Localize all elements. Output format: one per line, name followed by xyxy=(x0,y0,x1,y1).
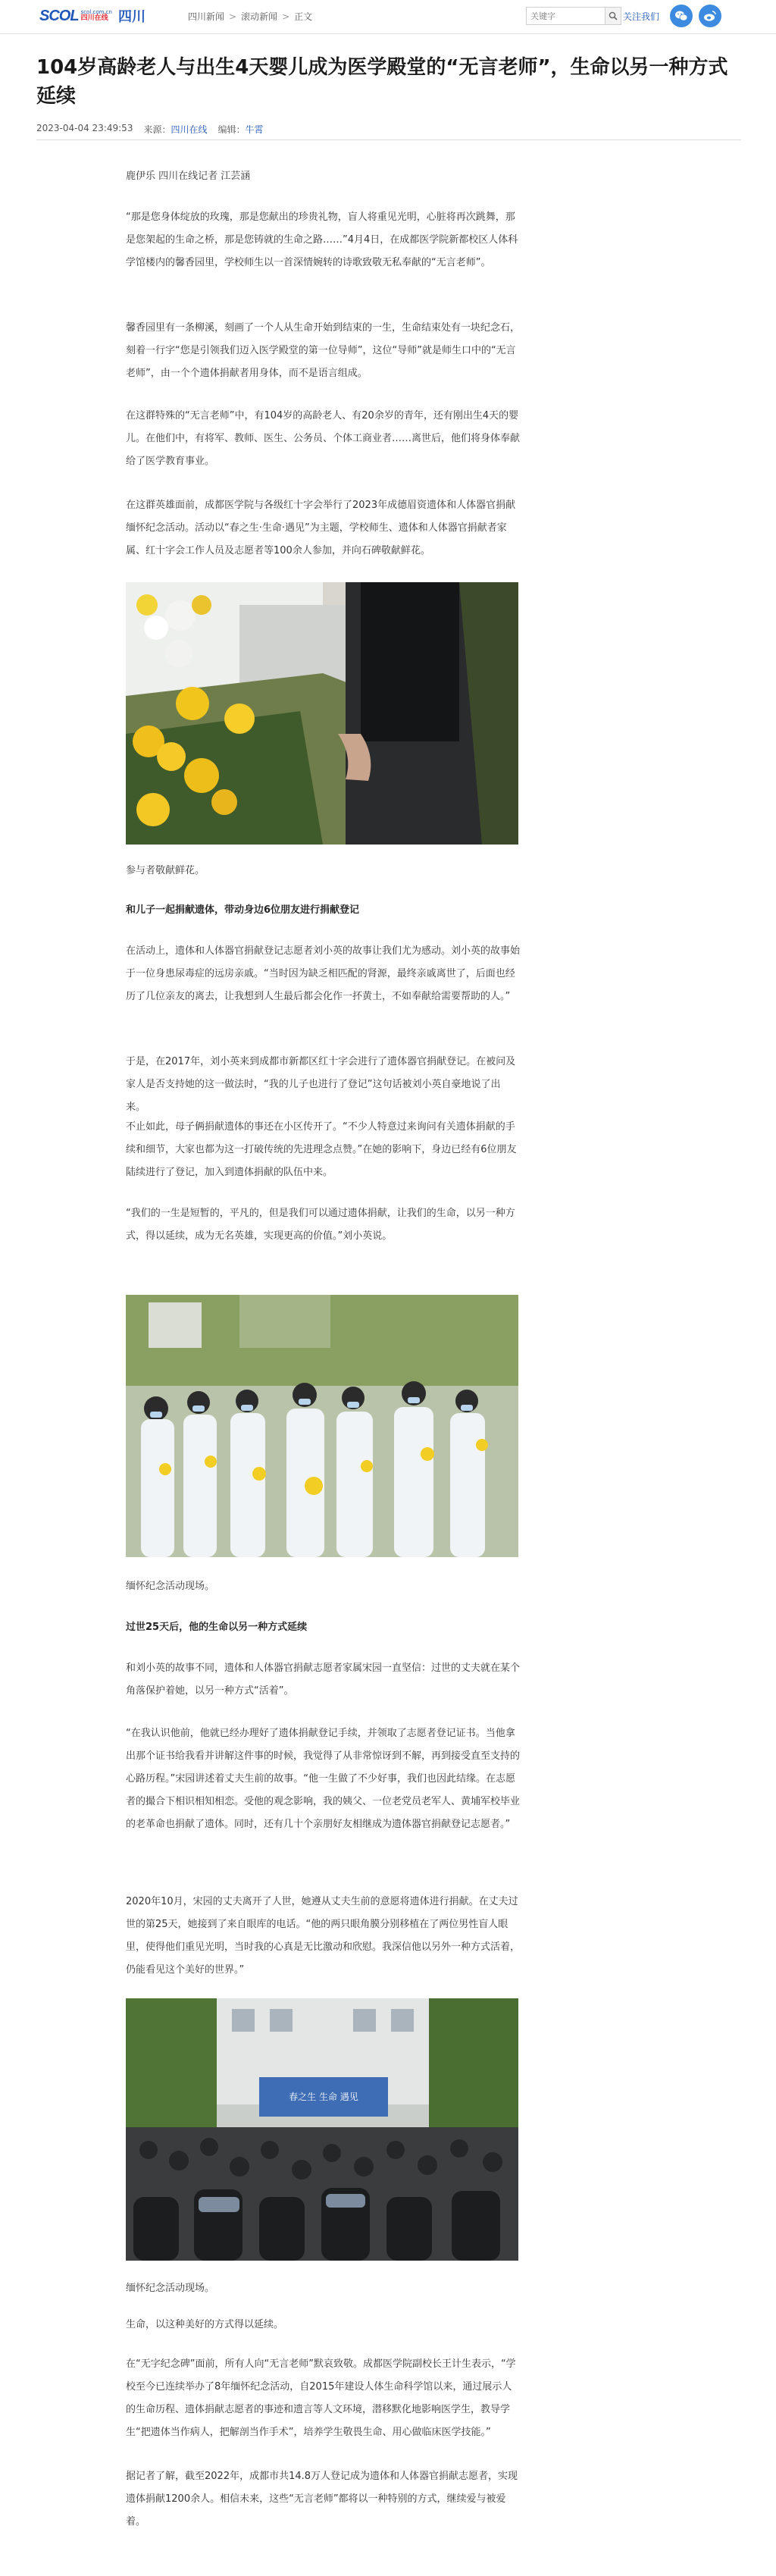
photo-memorial-crowd xyxy=(126,1998,518,2261)
body-paragraph: 生命，以这种美好的方式得以延续。 xyxy=(126,2319,284,2330)
editor-value: 牛霄 xyxy=(245,124,264,135)
breadcrumb-item-sichuan-news[interactable]: 四川新闻 xyxy=(188,11,225,22)
photo-students-with-flowers-image xyxy=(126,1295,518,1557)
photo-caption: 缅怀纪念活动现场。 xyxy=(126,2283,215,2294)
photo-memorial-crowd-image xyxy=(126,1998,518,2261)
section-heading: 过世25天后，他的生命以另一种方式延续 xyxy=(126,1622,308,1633)
body-paragraph: “在我认识他前，他就已经办理好了遗体捐献登记手续，并领取了志愿者登记证书。当他拿出那个证书给我看并讲解这件事的时候，我觉得了从非常惊讶到不解，再到接受直至支持的心路历程。”宋园讲述着丈夫生前的故事。“他一生做了不少好事，我们也因此结缘。在志愿者的撮合下相识相知相恋。受他的观念影响，我的姨父、一位老党员老军人、黄埔军校毕业的老革命也捐献了遗体。同时，还有几十个亲朋好友相继成为遗体器官捐献登记志愿者。” xyxy=(126,1728,521,1830)
logo-subtext xyxy=(81,10,112,22)
article-editor xyxy=(217,123,263,136)
article-source xyxy=(143,123,207,136)
site-logo[interactable] xyxy=(39,6,146,26)
body-paragraph: 于是，在2017年，刘小英来到成都市新都区红十字会进行了遗体器官捐献登记。在被问及家人是否支持她的这一做法时，“我的儿子也进行了登记”这句话被刘小英自豪地说了出来。 xyxy=(126,1056,516,1113)
article-title: 104岁高龄老人与出生4天婴儿成为医学殿堂的“无言老师”，生命以另一种方式延续 xyxy=(36,56,728,108)
photo-caption: 缅怀纪念活动现场。 xyxy=(126,1581,215,1592)
wechat-button[interactable] xyxy=(670,5,693,27)
body-paragraph: 在这群特殊的“无言老师”中，有104岁的高龄老人、有20余岁的青年，还有刚出生4天的婴儿。在他们中，有将军、教师、医生、公务员、个体工商业者……离世后，他们将身体奉献给了医学教育事业。 xyxy=(126,410,521,467)
article-meta xyxy=(36,123,264,136)
search-icon xyxy=(609,11,618,20)
section-heading: 和儿子一起捐献遗体，带动身边6位朋友进行捐献登记 xyxy=(126,904,360,916)
weibo-button[interactable] xyxy=(699,5,721,27)
byline: 鹿伊乐 四川在线记者 江芸涵 xyxy=(126,171,251,182)
logo-cn-name: 四川在线 xyxy=(80,14,108,22)
photo-flower-offering-image xyxy=(126,582,518,845)
body-paragraph: 2020年10月，宋园的丈夫离开了人世，她遵从丈夫生前的意愿将遗体进行捐献。在丈夫过世的第25天，她接到了来自眼库的电话。“他的两只眼角膜分别移植在了两位男性盲人眼里，使得他们重见光明，当时我的心真是无比激动和欣慰。我深信他以另外一种方式活着，仍能看见这个美好的世界。” xyxy=(126,1896,521,1976)
breadcrumb xyxy=(188,10,312,23)
breadcrumb-item-current: 正文 xyxy=(294,11,313,22)
breadcrumb-item-rolling-news[interactable]: 滚动新闻 xyxy=(241,11,278,22)
breadcrumb-separator: > xyxy=(282,11,290,22)
wechat-icon xyxy=(674,10,688,22)
body-paragraph: 在这群英雄面前，成都医学院与各级红十字会举行了2023年成德眉资遗体和人体器官捐献缅怀纪念活动。活动以“春之生·生命·遇见”为主题，学校师生、遗体和人体器官捐献者家属、红十字会工作人员及志愿者等100余人参加，并向石碑敬献鲜花。 xyxy=(126,500,516,556)
body-paragraph: 馨香园里有一条柳溪，刻画了一个人从生命开始到结束的一生，生命结束处有一块纪念石，刻着一行字“您是引领我们迈入医学殿堂的第一位导师”，这位“导师”就是师生口中的“无言老师”，由一个个遗体捐献者用身体，而不是语言组成。 xyxy=(126,322,521,379)
body-paragraph: “那是您身体绽放的玫瑰，那是您献出的珍贵礼物，盲人将重见光明，心脏将再次跳舞，那是您架起的生命之桥，那是您铸就的生命之路……”4月4日，在成都医学院新都校区人体科学馆楼内的馨香园里，学校师生以一首深情婉转的诗歌致敬无私奉献的“无言老师”。 xyxy=(126,212,518,268)
body-paragraph: 在“无字纪念碑”面前，所有人向“无言老师”默哀致敬。成都医学院副校长王计生表示，“学校至今已连续举办了8年缅怀纪念活动，自2015年建设人体生命科学馆以来，通过展示人的生命历程、遗体捐献志愿者的事迹和遗言等人文环境，潜移默化地影响医学生，教导学生“把遗体当作病人，把解剖当作手术”，培养学生敬畏生命、用心做临床医学技能。” xyxy=(126,2358,516,2438)
breadcrumb-separator: > xyxy=(229,11,237,22)
body-paragraph: “我们的一生是短暂的，平凡的，但是我们可以通过遗体捐献，让我们的生命，以另一种方式，得以延续，成为无名英雄，实现更高的价值。”刘小英说。 xyxy=(126,1208,515,1242)
search-box xyxy=(526,7,621,25)
photo-caption: 参与者敬献鲜花。 xyxy=(126,865,205,876)
editor-label: 编辑： xyxy=(217,124,246,135)
follow-us-label: 关注我们 xyxy=(623,11,660,22)
title-divider xyxy=(36,139,741,140)
search-button[interactable] xyxy=(605,8,621,24)
banner-text: 春之生 生命 遇见 xyxy=(289,2092,358,2102)
body-paragraph: 在活动上，遗体和人体器官捐献登记志愿者刘小英的故事让我们尤为感动。刘小英的故事始于一位身患尿毒症的远房亲戚。“当时因为缺乏相匹配的肾源，最终亲戚离世了，后面也经历了几位亲友的离去，让我想到人生最后都会化作一抔黄土，不如奉献给需要帮助的人。” xyxy=(126,945,521,1002)
publish-date: 2023-04-04 23:49:53 xyxy=(36,123,133,133)
weibo-icon xyxy=(703,10,717,22)
source-label: 来源： xyxy=(143,124,171,135)
body-paragraph: 和刘小英的故事不同，遗体和人体器官捐献志愿者家属宋园一直坚信：过世的丈夫就在某个角落保护着她，以另一种方式“活着”。 xyxy=(126,1662,521,1697)
logo-wordmark: SCOL xyxy=(39,7,79,24)
body-paragraph: 据记者了解，截至2022年，成都市共14.8万人登记成为遗体和人体器官捐献志愿者，实现遗体捐献1200余人。相信未来，这些“无言老师”都将以一种特别的方式，继续爱与被爱着。 xyxy=(126,2471,518,2527)
channel-name[interactable]: 四川 xyxy=(117,9,146,25)
top-navigation-bar xyxy=(0,0,776,34)
source-value[interactable]: 四川在线 xyxy=(171,124,208,135)
body-paragraph: 不止如此，母子俩捐献遗体的事还在小区传开了。“不少人特意过来询问有关遗体捐献的手续和细节，大家也都为这一打破传统的先进理念点赞。”在她的影响下，身边已经有6位朋友陆续进行了登记，加入到遗体捐献的队伍中来。 xyxy=(126,1121,517,1178)
logo-domain: scol.com.cn xyxy=(80,9,112,15)
photo-students-with-flowers xyxy=(126,1295,518,1557)
search-input[interactable] xyxy=(527,9,603,24)
photo-flower-offering xyxy=(126,582,518,845)
